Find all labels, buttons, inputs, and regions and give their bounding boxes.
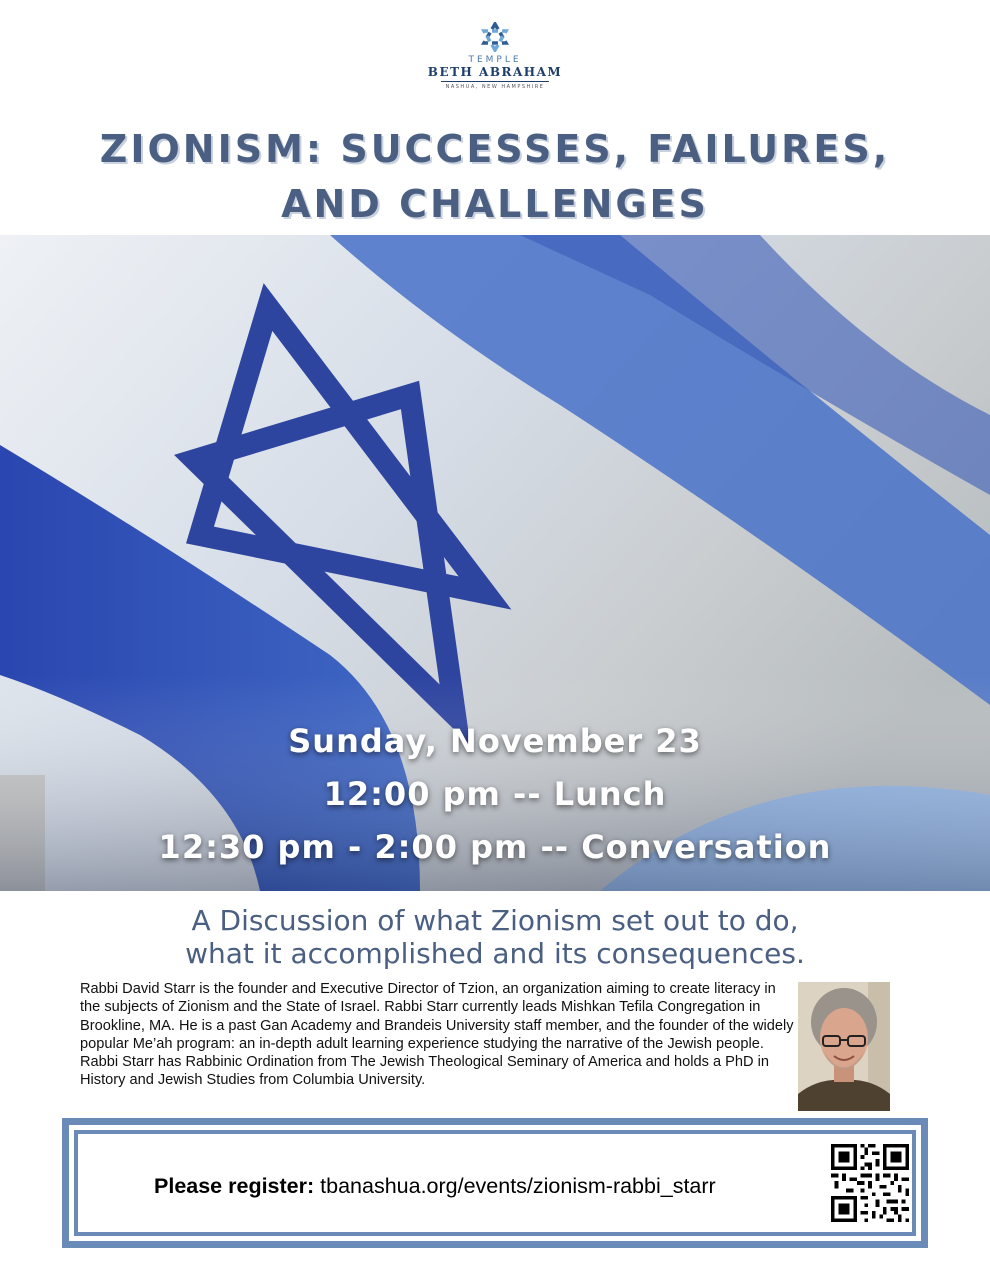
- page-title: [0, 122, 990, 232]
- speaker-bio: Rabbi David Starr is the founder and Executive Director of Tzion, an organization aiming to create literacy in the subjects of Zionism and the State of Israel. Rabbi Starr currently leads Mishkan Tefila Congregation in Brookline, MA. He is a past Gan Academy and Brandeis University staff member, and the founder of the widely popular Me’ah program: an in-depth adult learning experience studying the narrative of the Jewish people. Rabbi Starr has Rabbinic Ordination from The Jewish Theological Seminary of America and holds a PhD in History and Jewish Studies from Columbia University.: [80, 981, 794, 1089]
- subtitle-line-2: what it accomplished and its consequences.: [185, 937, 805, 970]
- registration-text: [154, 1174, 716, 1199]
- qr-code-icon[interactable]: [831, 1144, 909, 1222]
- star-of-david-icon: [480, 22, 510, 52]
- speaker-photo: [798, 982, 890, 1111]
- logo-name-text: BETH ABRAHAM: [427, 65, 563, 79]
- logo-divider: [441, 81, 549, 82]
- flag-hero-image: [0, 235, 990, 891]
- temple-logo: [0, 22, 990, 90]
- event-lunch-time: 12:00 pm -- Lunch: [323, 775, 667, 813]
- subtitle-line-1: A Discussion of what Zionism set out to do,: [191, 904, 799, 937]
- register-label: Please register:: [154, 1174, 315, 1198]
- title-line-2: AND CHALLENGES: [281, 182, 709, 226]
- register-url-link[interactable]: tbanashua.org/events/zionism-rabbi_starr: [320, 1174, 716, 1198]
- title-line-1: ZIONISM: SUCCESSES, FAILURES,: [99, 127, 891, 171]
- logo-temple-text: TEMPLE: [468, 55, 522, 65]
- logo-place-text: NASHUA, NEW HAMPSHIRE: [445, 84, 545, 90]
- event-subtitle: [0, 904, 990, 970]
- event-date: Sunday, November 23: [288, 722, 702, 760]
- event-conversation-time: 12:30 pm - 2:00 pm -- Conversation: [158, 828, 832, 866]
